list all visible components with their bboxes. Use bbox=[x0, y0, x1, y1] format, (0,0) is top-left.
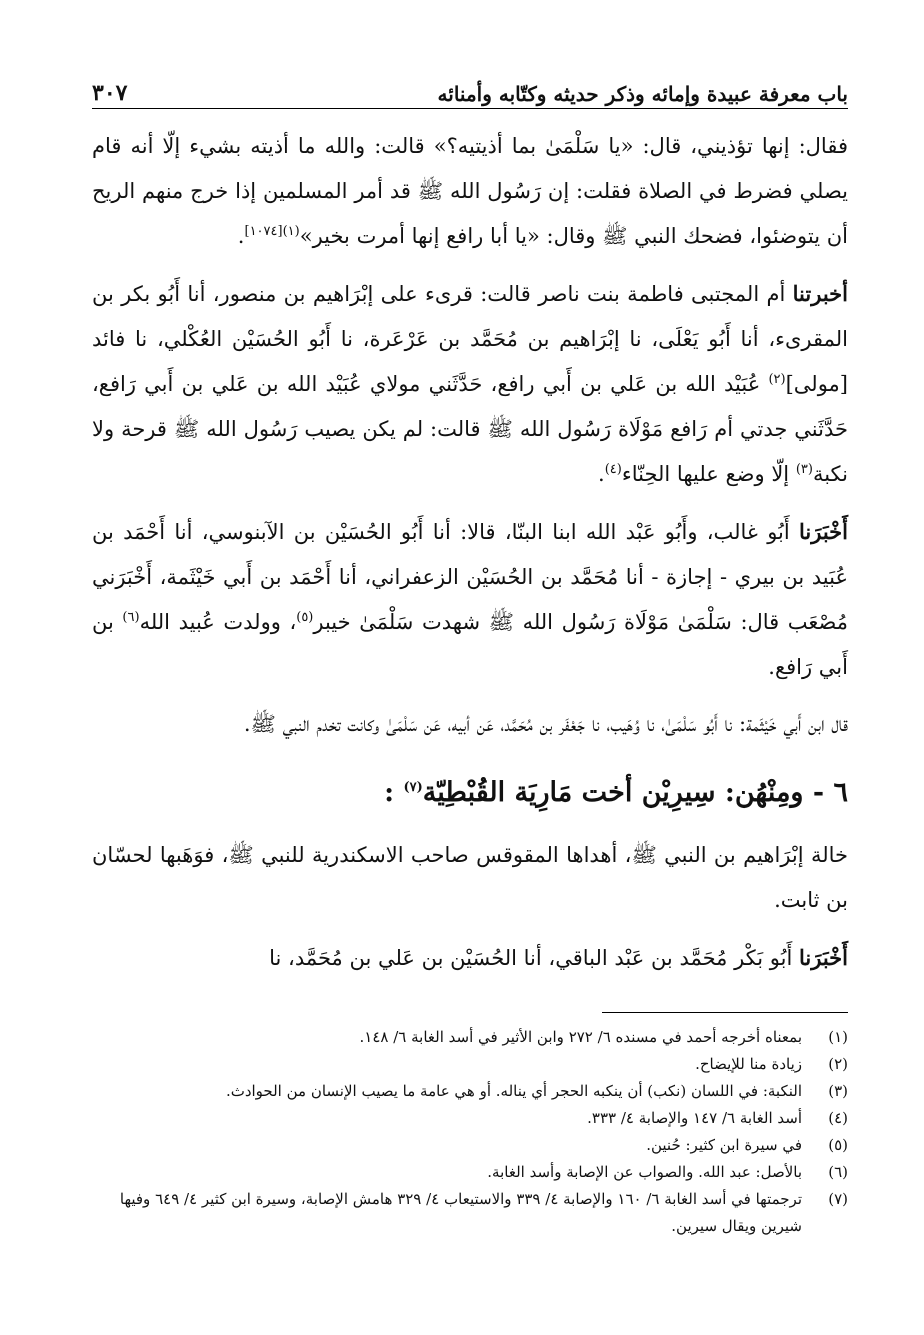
paragraph-text: قال ابن أَبي خَيْثَمة: نا أَبُو سَلْمَىٰ، نا وُهَيب، نا جَعْفَر بن مُحَمَّد، عَن أبيه، عَن سَلْمَىٰ وكانت تخدم النبي ﷺ bbox=[250, 712, 848, 736]
paragraph-tail: . bbox=[768, 655, 775, 679]
footnote bbox=[92, 1105, 848, 1132]
paragraph-4 bbox=[92, 702, 848, 747]
footnote-ref: (٤) bbox=[604, 462, 622, 477]
footnote bbox=[92, 1051, 848, 1078]
paragraph-tail: . bbox=[243, 712, 251, 736]
page-header bbox=[92, 62, 848, 106]
footnote bbox=[92, 1078, 848, 1105]
footnote-text: أسد الغابة ٦/ ١٤٧ والإصابة ٤/ ٣٣٣. bbox=[587, 1109, 802, 1127]
paragraph-tail: . bbox=[237, 224, 245, 248]
footnote-number: (٤) bbox=[828, 1109, 848, 1127]
section-heading-tail: : bbox=[384, 777, 404, 808]
footnote-number: (٦) bbox=[828, 1163, 848, 1181]
footnote bbox=[92, 1186, 848, 1240]
footnote-number: (١) bbox=[828, 1028, 848, 1046]
paragraph-1 bbox=[92, 124, 848, 259]
footnote-text: بالأصل: عبد الله. والصواب عن الإصابة وأسد الغابة. bbox=[487, 1163, 802, 1181]
footnote-number: (٢) bbox=[828, 1055, 848, 1073]
paragraph-text: إلّا وضع عليها الحِنّاء bbox=[621, 462, 796, 486]
section-heading-text: ٦ - ومِنْهُن: سِيرِيْن أخت مَارِيَة القُبْطِيّة bbox=[422, 777, 848, 808]
main-text bbox=[92, 124, 848, 993]
footnote-text: النكبة: في اللسان (نكب) أن ينكبه الحجر أي يناله. أو هي عامة ما يصيب الإنسان من الحوادث. bbox=[225, 1082, 802, 1100]
paragraph-3 bbox=[92, 509, 848, 690]
footnote-ref: (٧) bbox=[403, 780, 423, 795]
footnote-text: ترجمتها في أسد الغابة ٦/ ١٦٠ والإصابة ٤/ ٣٣٩ والاستيعاب ٤/ ٣٢٩ هامش الإصابة، وسيرة ابن كثير ٤/ ٦٤٩ وفيها شيرين ويقال سيرين. bbox=[119, 1190, 802, 1235]
footnote-text: زيادة منا للإيضاح. bbox=[695, 1055, 802, 1073]
footnote-ref: (١)[١٠٧٤] bbox=[244, 224, 300, 239]
paragraph-text: ، وولدت عُبيد الله bbox=[139, 610, 297, 634]
paragraph-lead: أخبرتنا bbox=[792, 281, 848, 306]
paragraph-text: أَبُو بَكْر مُحَمَّد بن عَبْد الباقي، أنا الحُسَيْن بن عَلي بن مُحَمَّد، نا bbox=[269, 946, 793, 970]
footnote-ref: (٣) bbox=[795, 462, 813, 477]
footnote-text: في سيرة ابن كثير: حُنين. bbox=[646, 1136, 802, 1154]
footnotes bbox=[92, 1024, 848, 1240]
footnote-rule bbox=[602, 1012, 848, 1013]
paragraph-lead: أَخْبَرَنا bbox=[799, 945, 848, 970]
footnote bbox=[92, 1132, 848, 1159]
page-number: ٣٠٧ bbox=[92, 80, 128, 106]
footnote-ref: (٦) bbox=[122, 610, 140, 625]
paragraph-tail: . bbox=[774, 888, 781, 912]
section-paragraph-1 bbox=[92, 833, 848, 923]
footnote bbox=[92, 1159, 848, 1186]
paragraph-tail: . bbox=[598, 462, 605, 486]
running-title: باب معرفة عبيدة وإمائه وذكر حديثه وكتّابه وأمنائه bbox=[437, 82, 848, 106]
paragraph-2 bbox=[92, 271, 848, 497]
paragraph-text: بن أَبي رَافع bbox=[92, 610, 848, 679]
paragraph-text: عُبَيْد الله بن عَلي بن أَبي رافع، حَدَّثَني مولاي عُبَيْد الله بن عَلي بن أَبي رَافع، حَدَّثَني جدتي أم رَافع مَوْلَاة رَسُول الله ﷺ قالت: لم يكن يصيب رَسُول الله ﷺ قرحة ولا نكبة bbox=[92, 372, 848, 486]
section-heading bbox=[92, 767, 848, 819]
footnote-number: (٧) bbox=[828, 1190, 848, 1208]
paragraph-lead: أَخْبَرَنا bbox=[799, 519, 848, 544]
footnote-ref: (٥) bbox=[296, 610, 314, 625]
paragraph-text: أَبُو غالب، وأَبُو عَبْد الله ابنا البنّا، قالا: أنا أَبُو الحُسَيْن بن الآبنوسي، أنا أَحْمَد بن عُبَيد بن بيري - إجازة - أنا مُحَمَّد بن الحُسَيْن الزعفراني، أنا أَحْمَد بن أَبي خَيْثَمة، أَخْبَرَني مُصْعَب قال: سَلْمَىٰ مَوْلَاة رَسُول الله ﷺ شهدت سَلْمَىٰ خيبر bbox=[92, 520, 849, 634]
header-rule bbox=[92, 108, 848, 109]
footnote-number: (٥) bbox=[828, 1136, 848, 1154]
footnote-text: بمعناه أخرجه أحمد في مسنده ٦/ ٢٧٢ وابن الأثير في أسد الغابة ٦/ ١٤٨. bbox=[359, 1028, 802, 1046]
footnote-number: (٣) bbox=[828, 1082, 848, 1100]
section-paragraph-2 bbox=[92, 935, 848, 981]
paragraph-text: أم المجتبى فاطمة بنت ناصر قالت: قرىء على إبْرَاهيم بن منصور، أنا أَبُو بكر بن المقرىء، أنا أَبُو يَعْلَى، نا إبْرَاهيم بن مُحَمَّد بن عَرْعَرة، نا أَبُو الحُسَيْن العُكْلي، نا فائد [مولى] bbox=[92, 282, 848, 396]
footnote bbox=[92, 1024, 848, 1051]
paragraph-text: خالة إبْرَاهيم بن النبي ﷺ، أهداها المقوقس صاحب الاسكندرية للنبي ﷺ، فوَهَبها لحسّان بن ثابت bbox=[92, 843, 848, 912]
footnote-ref: (٢) bbox=[768, 372, 786, 387]
paragraph-text: فقال: إنها تؤذيني، قال: «يا سَلْمَىٰ بما أذيتيه؟» قالت: والله ما أذيته بشيء إلّا أنه قام يصلي فضرط في الصلاة فقلت: إن رَسُول الله ﷺ قد أمر المسلمين إذا خرج منهم الريح أن يتوضئوا، فضحك النبي ﷺ وقال: «يا أبا رافع إنها أمرت بخير» bbox=[92, 134, 848, 248]
